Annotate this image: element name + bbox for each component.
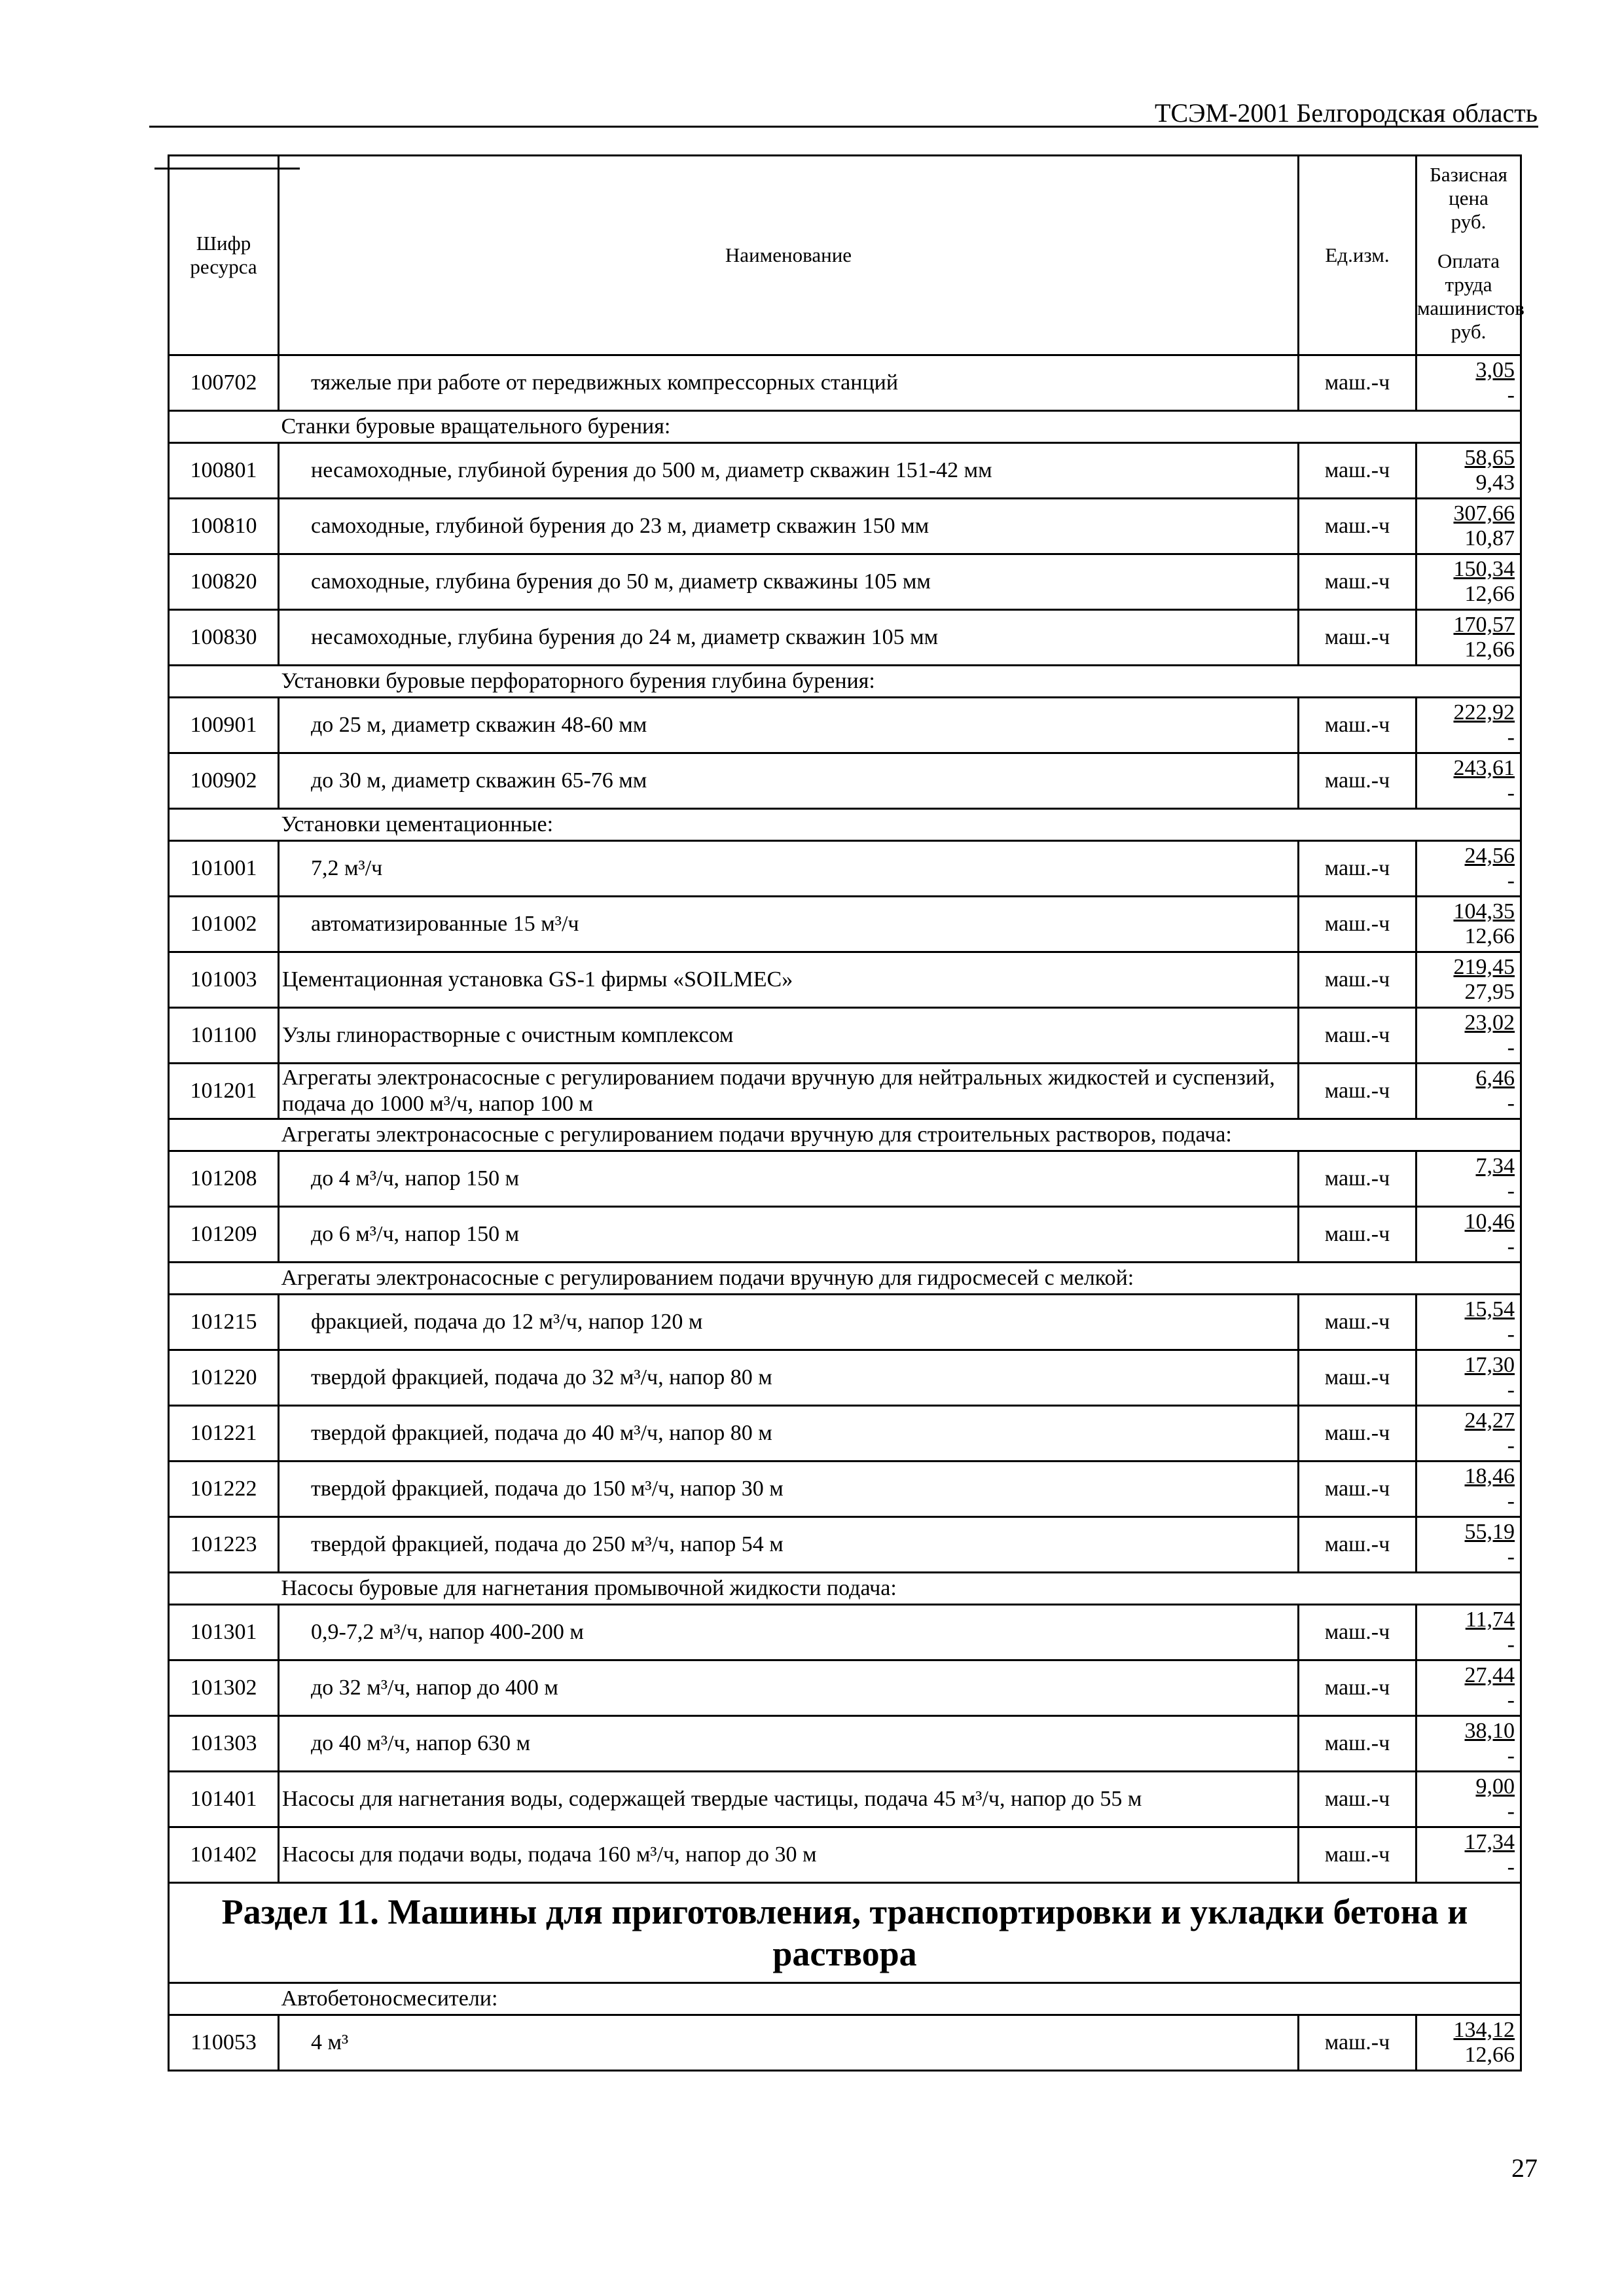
group-code-cell [169, 1573, 279, 1605]
base-price: 27,44 [1464, 1663, 1515, 1687]
resource-code: 101208 [169, 1151, 279, 1207]
group-code-cell [169, 1983, 279, 2015]
labor-price: 12,66 [1464, 637, 1515, 662]
resource-name: до 32 м³/ч, напор до 400 м [279, 1660, 1299, 1716]
resource-code: 101209 [169, 1207, 279, 1263]
labor-header-line2: машинистов [1417, 296, 1525, 319]
resource-code: 100830 [169, 610, 279, 666]
unit-cell: маш.-ч [1299, 1008, 1416, 1064]
resource-code: 100702 [169, 355, 279, 411]
base-price: 58,65 [1464, 446, 1515, 470]
labor-header-line1: Оплата труда [1437, 249, 1500, 296]
unit-cell: маш.-ч [1299, 1207, 1416, 1263]
price-header-line2: цена [1449, 187, 1489, 209]
unit-cell: маш.-ч [1299, 1406, 1416, 1462]
resource-code: 101002 [169, 897, 279, 952]
price-cell [1416, 1660, 1521, 1716]
table-row [169, 355, 1521, 411]
price-cell [1416, 1827, 1521, 1883]
resource-name: Цементационная установка GS-1 фирмы «SOILMEC» [279, 952, 1299, 1008]
base-price: 307,66 [1453, 501, 1515, 526]
unit-cell: маш.-ч [1299, 1064, 1416, 1119]
base-price: 24,27 [1464, 1408, 1515, 1433]
group-code-cell [169, 809, 279, 841]
resource-code: 101201 [169, 1064, 279, 1119]
resource-name: Насосы для нагнетания воды, содержащей твердые частицы, подача 45 м³/ч, напор до 55 м [279, 1772, 1299, 1827]
resource-code: 101003 [169, 952, 279, 1008]
base-price: 104,35 [1453, 899, 1515, 924]
labor-price: 12,66 [1464, 2043, 1515, 2067]
price-cell [1416, 554, 1521, 610]
section-heading-row [169, 1883, 1521, 1983]
table-row [169, 1517, 1521, 1573]
labor-price: - [1507, 1632, 1515, 1657]
labor-price: - [1507, 725, 1515, 749]
resource-name: твердой фракцией, подача до 32 м³/ч, напор 80 м [279, 1350, 1299, 1406]
base-price: 10,46 [1464, 1210, 1515, 1234]
group-heading: Агрегаты электронасосные с регулированием подачи вручную для гидросмесей с мелкой: [279, 1263, 1521, 1295]
table-row [169, 753, 1521, 809]
resource-code: 100810 [169, 499, 279, 554]
group-heading-row [169, 666, 1521, 698]
price-cell [1416, 1207, 1521, 1263]
col-header-name: Наименование [279, 156, 1299, 355]
resource-name: Агрегаты электронасосные с регулированием подачи вручную для нейтральных жидкостей и суспензий, подача до 1000 м³/ч, напор 100 м [279, 1064, 1299, 1119]
resource-name: тяжелые при работе от передвижных компрессорных станций [279, 355, 1299, 411]
labor-price: 27,95 [1464, 980, 1515, 1004]
table-row [169, 698, 1521, 753]
resource-name: самоходные, глубиной бурения до 23 м, диаметр скважин 150 мм [279, 499, 1299, 554]
resource-name: Насосы для подачи воды, подача 160 м³/ч, напор до 30 м [279, 1827, 1299, 1883]
resource-name: до 30 м, диаметр скважин 65-76 мм [279, 753, 1299, 809]
table-header-row [169, 156, 1521, 355]
price-cell [1416, 1350, 1521, 1406]
price-cell [1416, 1406, 1521, 1462]
labor-price: - [1507, 1091, 1515, 1115]
group-heading: Насосы буровые для нагнетания промывочной жидкости подача: [279, 1573, 1521, 1605]
header-rule [149, 126, 1538, 128]
labor-header-line3: руб. [1451, 320, 1487, 343]
table-row [169, 841, 1521, 897]
group-code-cell [169, 666, 279, 698]
resource-name: до 4 м³/ч, напор 150 м [279, 1151, 1299, 1207]
group-heading: Автобетоносмесители: [279, 1983, 1521, 2015]
price-cell [1416, 1772, 1521, 1827]
group-code-cell [169, 1263, 279, 1295]
labor-price: 10,87 [1464, 526, 1515, 550]
table-row [169, 1008, 1521, 1064]
base-price: 17,30 [1464, 1353, 1515, 1377]
group-heading: Установки цементационные: [279, 809, 1521, 841]
unit-cell: маш.-ч [1299, 355, 1416, 411]
table-row [169, 1406, 1521, 1462]
resource-name: до 6 м³/ч, напор 150 м [279, 1207, 1299, 1263]
table-row [169, 1772, 1521, 1827]
resource-name: твердой фракцией, подача до 250 м³/ч, напор 54 м [279, 1517, 1299, 1573]
resource-code: 101303 [169, 1716, 279, 1772]
table-row [169, 1462, 1521, 1517]
col-header-price [1416, 156, 1525, 355]
resource-name: фракцией, подача до 12 м³/ч, напор 120 м [279, 1295, 1299, 1350]
resource-name: самоходные, глубина бурения до 50 м, диаметр скважины 105 мм [279, 554, 1299, 610]
base-price: 55,19 [1464, 1520, 1515, 1544]
labor-price: - [1507, 1489, 1515, 1513]
price-cell [1416, 1008, 1521, 1064]
unit-cell: маш.-ч [1299, 610, 1416, 666]
running-header: ТСЭМ-2001 Белгородская область [1155, 98, 1538, 128]
table-row [169, 499, 1521, 554]
resource-code: 101223 [169, 1517, 279, 1573]
resource-code: 101215 [169, 1295, 279, 1350]
labor-price: 12,66 [1464, 582, 1515, 606]
unit-cell: маш.-ч [1299, 1716, 1416, 1772]
resource-name: до 25 м, диаметр скважин 48-60 мм [279, 698, 1299, 753]
unit-cell: маш.-ч [1299, 1350, 1416, 1406]
unit-cell: маш.-ч [1299, 1462, 1416, 1517]
unit-cell: маш.-ч [1299, 1605, 1416, 1660]
resource-name: несамоходные, глубиной бурения до 500 м, диаметр скважин 151-42 мм [279, 443, 1299, 499]
table-row [169, 610, 1521, 666]
resource-name: до 40 м³/ч, напор 630 м [279, 1716, 1299, 1772]
price-cell [1416, 1716, 1521, 1772]
resource-code: 100820 [169, 554, 279, 610]
resource-name: твердой фракцией, подача до 150 м³/ч, напор 30 м [279, 1462, 1299, 1517]
unit-cell: маш.-ч [1299, 2015, 1416, 2071]
base-price: 7,34 [1475, 1154, 1515, 1178]
table-row [169, 1716, 1521, 1772]
labor-price: - [1507, 1234, 1515, 1259]
labor-price: 9,43 [1475, 471, 1515, 495]
price-cell [1416, 610, 1521, 666]
price-cell [1416, 698, 1521, 753]
resource-code: 101100 [169, 1008, 279, 1064]
unit-cell: маш.-ч [1299, 1827, 1416, 1883]
unit-cell: маш.-ч [1299, 753, 1416, 809]
price-cell [1416, 897, 1521, 952]
base-price: 24,56 [1464, 844, 1515, 868]
price-header-line1: Базисная [1430, 163, 1507, 186]
resource-code: 100801 [169, 443, 279, 499]
base-price: 243,61 [1453, 756, 1515, 780]
base-price: 222,92 [1453, 700, 1515, 725]
table-row [169, 1295, 1521, 1350]
resource-name: Узлы глинорастворные с очистным комплексом [279, 1008, 1299, 1064]
price-cell [1416, 841, 1521, 897]
resource-code: 101222 [169, 1462, 279, 1517]
table-row [169, 554, 1521, 610]
group-heading-row [169, 411, 1521, 443]
unit-cell: маш.-ч [1299, 1772, 1416, 1827]
resource-code: 101402 [169, 1827, 279, 1883]
col-header-code: Шифр ресурса [169, 156, 279, 355]
table-row [169, 1660, 1521, 1716]
group-heading-row [169, 1263, 1521, 1295]
base-price: 11,74 [1465, 1607, 1515, 1632]
group-heading-row [169, 1573, 1521, 1605]
resource-name: 7,2 м³/ч [279, 841, 1299, 897]
resource-name: 4 м³ [279, 2015, 1299, 2071]
table-row [169, 1207, 1521, 1263]
price-cell [1416, 355, 1521, 411]
page-number: 27 [1511, 2153, 1538, 2183]
base-price: 17,34 [1464, 1830, 1515, 1854]
price-cell [1416, 2015, 1521, 2071]
labor-price: - [1507, 383, 1515, 407]
labor-price: 12,66 [1464, 924, 1515, 948]
table-row [169, 2015, 1521, 2071]
group-code-cell [169, 1119, 279, 1151]
price-header-line3: руб. [1451, 210, 1487, 233]
price-cell [1416, 1517, 1521, 1573]
resource-table [168, 154, 1525, 2072]
unit-cell: маш.-ч [1299, 897, 1416, 952]
table-row [169, 1151, 1521, 1207]
resource-name: 0,9-7,2 м³/ч, напор 400-200 м [279, 1605, 1299, 1660]
unit-cell: маш.-ч [1299, 1517, 1416, 1573]
price-cell [1416, 952, 1521, 1008]
base-price: 150,34 [1453, 557, 1515, 581]
group-heading-row [169, 809, 1521, 841]
resource-code: 101001 [169, 841, 279, 897]
resource-code: 101221 [169, 1406, 279, 1462]
table-row [169, 1827, 1521, 1883]
group-heading-row [169, 1983, 1521, 2015]
resource-name: несамоходные, глубина бурения до 24 м, диаметр скважин 105 мм [279, 610, 1299, 666]
base-price: 134,12 [1453, 2018, 1515, 2042]
section-heading: Раздел 11. Машины для приготовления, транспортировки и укладки бетона и раствора [169, 1883, 1521, 1983]
resource-code: 101220 [169, 1350, 279, 1406]
base-price: 219,45 [1453, 955, 1515, 979]
base-price: 170,57 [1453, 613, 1515, 637]
unit-cell: маш.-ч [1299, 554, 1416, 610]
unit-cell: маш.-ч [1299, 952, 1416, 1008]
price-cell [1416, 499, 1521, 554]
labor-price: - [1507, 1433, 1515, 1458]
base-price: 3,05 [1475, 358, 1515, 382]
base-price: 18,46 [1464, 1464, 1515, 1488]
col-header-unit: Ед.изм. [1299, 156, 1416, 355]
price-cell [1416, 753, 1521, 809]
unit-cell: маш.-ч [1299, 698, 1416, 753]
labor-price: - [1507, 1688, 1515, 1712]
labor-price: - [1507, 1744, 1515, 1768]
resource-code: 101301 [169, 1605, 279, 1660]
price-cell [1416, 1295, 1521, 1350]
base-price: 38,10 [1464, 1719, 1515, 1743]
table-row [169, 1605, 1521, 1660]
unit-cell: маш.-ч [1299, 1151, 1416, 1207]
labor-price: - [1507, 781, 1515, 805]
labor-price: - [1507, 1322, 1515, 1346]
price-cell [1416, 1462, 1521, 1517]
labor-price: - [1507, 1035, 1515, 1060]
resource-code: 101401 [169, 1772, 279, 1827]
unit-cell: маш.-ч [1299, 443, 1416, 499]
table-row [169, 897, 1521, 952]
table-row [169, 952, 1521, 1008]
base-price: 23,02 [1464, 1011, 1515, 1035]
resource-code: 100902 [169, 753, 279, 809]
unit-cell: маш.-ч [1299, 841, 1416, 897]
resource-name: твердой фракцией, подача до 40 м³/ч, напор 80 м [279, 1406, 1299, 1462]
base-price: 9,00 [1475, 1774, 1515, 1799]
base-price: 6,46 [1475, 1066, 1515, 1090]
labor-price: - [1507, 1179, 1515, 1203]
table-row [169, 1064, 1521, 1119]
price-cell [1416, 1151, 1521, 1207]
labor-price: - [1507, 1378, 1515, 1402]
group-heading: Установки буровые перфораторного бурения глубина бурения: [279, 666, 1521, 698]
labor-price: - [1507, 1855, 1515, 1879]
price-cell [1416, 443, 1521, 499]
unit-cell: маш.-ч [1299, 1660, 1416, 1716]
resource-code: 101302 [169, 1660, 279, 1716]
price-cell [1416, 1605, 1521, 1660]
table-row [169, 443, 1521, 499]
resource-code: 110053 [169, 2015, 279, 2071]
labor-price: - [1507, 869, 1515, 893]
group-heading: Станки буровые вращательного бурения: [279, 411, 1521, 443]
group-code-cell [169, 411, 279, 443]
unit-cell: маш.-ч [1299, 1295, 1416, 1350]
labor-price: - [1507, 1799, 1515, 1823]
unit-cell: маш.-ч [1299, 499, 1416, 554]
resource-name: автоматизированные 15 м³/ч [279, 897, 1299, 952]
group-heading-row [169, 1119, 1521, 1151]
base-price: 15,54 [1464, 1297, 1515, 1321]
labor-price: - [1507, 1545, 1515, 1569]
group-heading: Агрегаты электронасосные с регулированием подачи вручную для строительных растворов, подача: [279, 1119, 1521, 1151]
table-row [169, 1350, 1521, 1406]
resource-code: 100901 [169, 698, 279, 753]
price-cell [1416, 1064, 1521, 1119]
